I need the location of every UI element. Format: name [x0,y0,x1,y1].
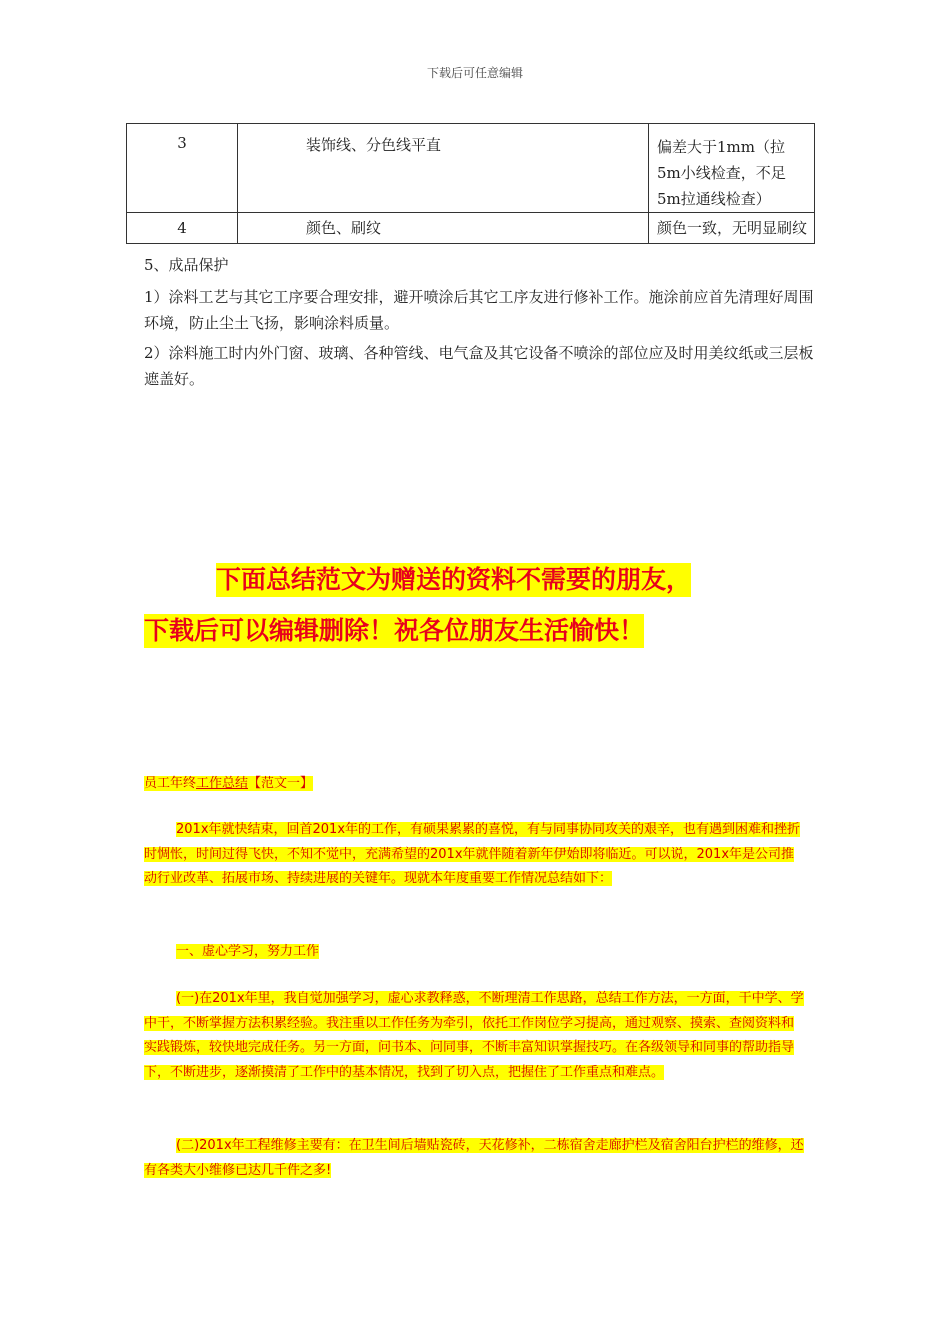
essay-paragraph-1-text: 201x年就快结束，回首201x年的工作，有硕果累累的喜悦，有与同事协同攻关的艰辛，也有遇到困难和挫折时惆怅，时间过得飞快，不知不觉中，充满希望的201x年就伴随着新年伊始即将临近。可以说，201x年是公司推动行业改革、拓展市场、持续进展的关键年。现就本年度重要工作情况总结如下： [144,822,801,886]
row-standard: 偏差大于1mm（拉5m小线检查，不足5m拉通线检查） [649,124,815,213]
essay-paragraph-1 [144,818,806,892]
essay-title-c: 【范文一】 [248,776,314,791]
promo-line-1: 下面总结范文为赠送的资料不需要的朋友， [216,563,691,597]
table-row [127,124,815,213]
row-number: 4 [127,213,238,244]
essay-paragraph-2-text: (一)在201x年里，我自觉加强学习，虚心求教释惑，不断理清工作思路，总结工作方法，一方面，干中学、学中干，不断掌握方法积累经验。我注重以工作任务为牵引，依托工作岗位学习提高，通过观察、摸索、查阅资料和实践锻炼，较快地完成任务。另一方面，问书本、问同事，不断丰富知识掌握技巧。在各级领导和同事的帮助指导下，不断进步，逐渐摸清了工作中的基本情况，找到了切入点，把握住了工作重点和难点。 [144,991,804,1080]
essay-paragraph-3-text: (二)201x年工程维修主要有：在卫生间后墙贴瓷砖，天花修补，二栋宿舍走廊护栏及宿舍阳台护栏的维修，还有各类大小维修已达几千件之多! [144,1138,804,1178]
section-paragraph-2: 2）涂料施工时内外门窗、玻璃、各种管线、电气盒及其它设备不喷涂的部位应及时用美纹纸或三层板遮盖好。 [144,344,814,388]
essay-paragraph-3 [144,1134,806,1183]
table-row [127,213,815,244]
essay-title-a: 员工年终 [144,776,197,791]
essay-title-link[interactable]: 工作总结 [196,776,249,791]
essay-paragraph-2 [144,987,806,1085]
section-paragraph-1: 1）涂料工艺与其它工序要合理安排，避开喷涂后其它工序友进行修补工作。施涂前应首先清理好周围环境，防止尘土飞扬，影响涂料质量。 [144,288,814,332]
row-number: 3 [127,124,238,213]
essay-heading-1 [144,940,806,965]
essay-title [144,772,806,797]
row-standard: 颜色一致，无明显刷纹 [649,213,815,244]
section-heading: 5、成品保护 [144,256,229,274]
essay-heading-1-text: 一、虚心学习，努力工作 [176,944,320,959]
promo-line-2: 下载后可以编辑删除！祝各位朋友生活愉快！ [144,614,644,648]
row-item: 装饰线、分色线平直 [238,124,649,213]
quality-table [126,123,815,244]
row-item: 颜色、刷纹 [238,213,649,244]
page-header: 下载后可任意编辑 [426,66,523,80]
